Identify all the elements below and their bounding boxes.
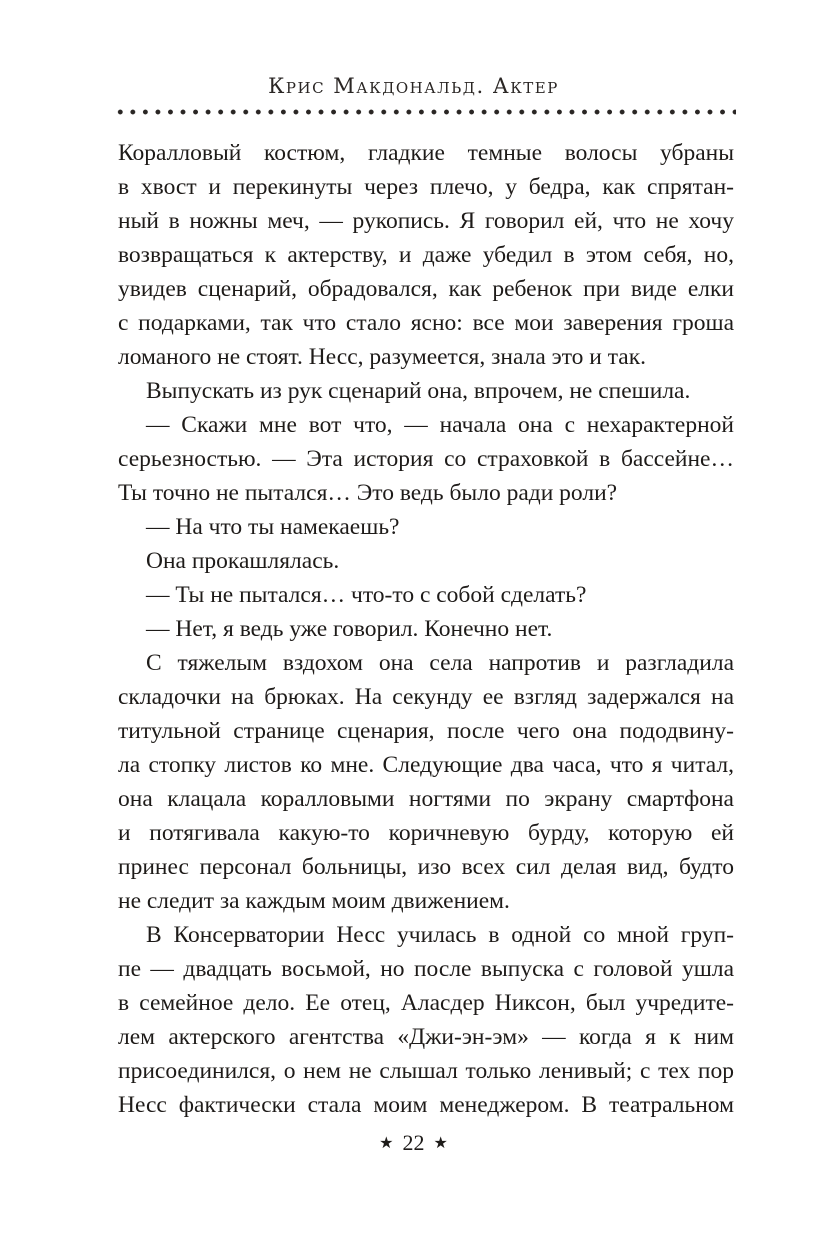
text-line: С тяжелым вздохом она села напротив и разгладила (146, 650, 734, 676)
text-line: Она прокашлялась. (146, 548, 340, 574)
star-ornament-icon: ★ (379, 1135, 394, 1152)
body-text (118, 136, 734, 1122)
running-title: Крис Макдональд. Актер (268, 74, 559, 98)
text-line: в хвост и перекинуты через плечо, у бедра, как спрятан- (118, 174, 734, 200)
text-line: не следит за каждым моим движением. (118, 888, 510, 914)
text-line: ный в ножны меч, — рукопись. Я говорил ей, что не хочу (118, 208, 734, 234)
text-line: титульной странице сценария, после чего она пододвину- (118, 718, 734, 744)
text-line: — Ты не пытался… что-то с собой сделать? (146, 582, 587, 608)
text-line: Несс фактически стала моим менеджером. В театральном (118, 1092, 734, 1118)
text-line: складочки на брюках. На секунду ее взгляд задержался на (118, 684, 734, 710)
text-line: ломаного не стоят. Несс, разумеется, знала это и так. (118, 344, 647, 370)
text-line: Коралловый костюм, гладкие темные волосы убраны (118, 140, 734, 166)
text-line: с подарками, так что стало ясно: все мои заверения гроша (118, 310, 734, 336)
text-line: пе — двадцать восьмой, но после выпуска с головой ушла (118, 956, 734, 982)
text-line: в семейное дело. Ее отец, Аласдер Никсон, был учредите- (118, 990, 734, 1016)
text-line: принес персонал больницы, изо всех сил делая вид, будто (118, 854, 734, 880)
text-line: В Консерватории Несс училась в одной со мной груп- (146, 922, 734, 948)
text-line: — Нет, я ведь уже говорил. Конечно нет. (146, 616, 553, 642)
text-line: Ты точно не пытался… Это ведь было ради роли? (118, 480, 618, 506)
text-line: лем актерского агентства «Джи-эн-эм» — когда я к ним (118, 1024, 734, 1050)
text-line: Выпускать из рук сценарий она, впрочем, не спешила. (146, 378, 691, 404)
page-folio (0, 1128, 827, 1159)
text-line: ла стопку листов ко мне. Следующие два часа, что я читал, (118, 752, 734, 778)
text-line: — Скажи мне вот что, — начала она с нехарактерной (146, 412, 734, 438)
dotted-divider (114, 108, 736, 116)
text-line: увидев сценарий, обрадовался, как ребенок при виде елки (118, 276, 734, 302)
text-line: возвращаться к актерству, и даже убедил в этом себя, но, (118, 242, 734, 268)
text-line: она клацала коралловыми ногтями по экрану смартфона (118, 786, 734, 812)
text-line: и потягивала какую-то коричневую бурду, которую ей (118, 820, 734, 846)
text-line: присоединился, о нем не слышал только ленивый; с тех пор (118, 1058, 734, 1084)
text-line: — На что ты намекаешь? (146, 514, 400, 540)
star-ornament-icon: ★ (433, 1135, 448, 1152)
page-number: 22 (402, 1130, 425, 1155)
text-line: серьезностью. — Эта история со страховкой в бассейне… (118, 446, 734, 472)
